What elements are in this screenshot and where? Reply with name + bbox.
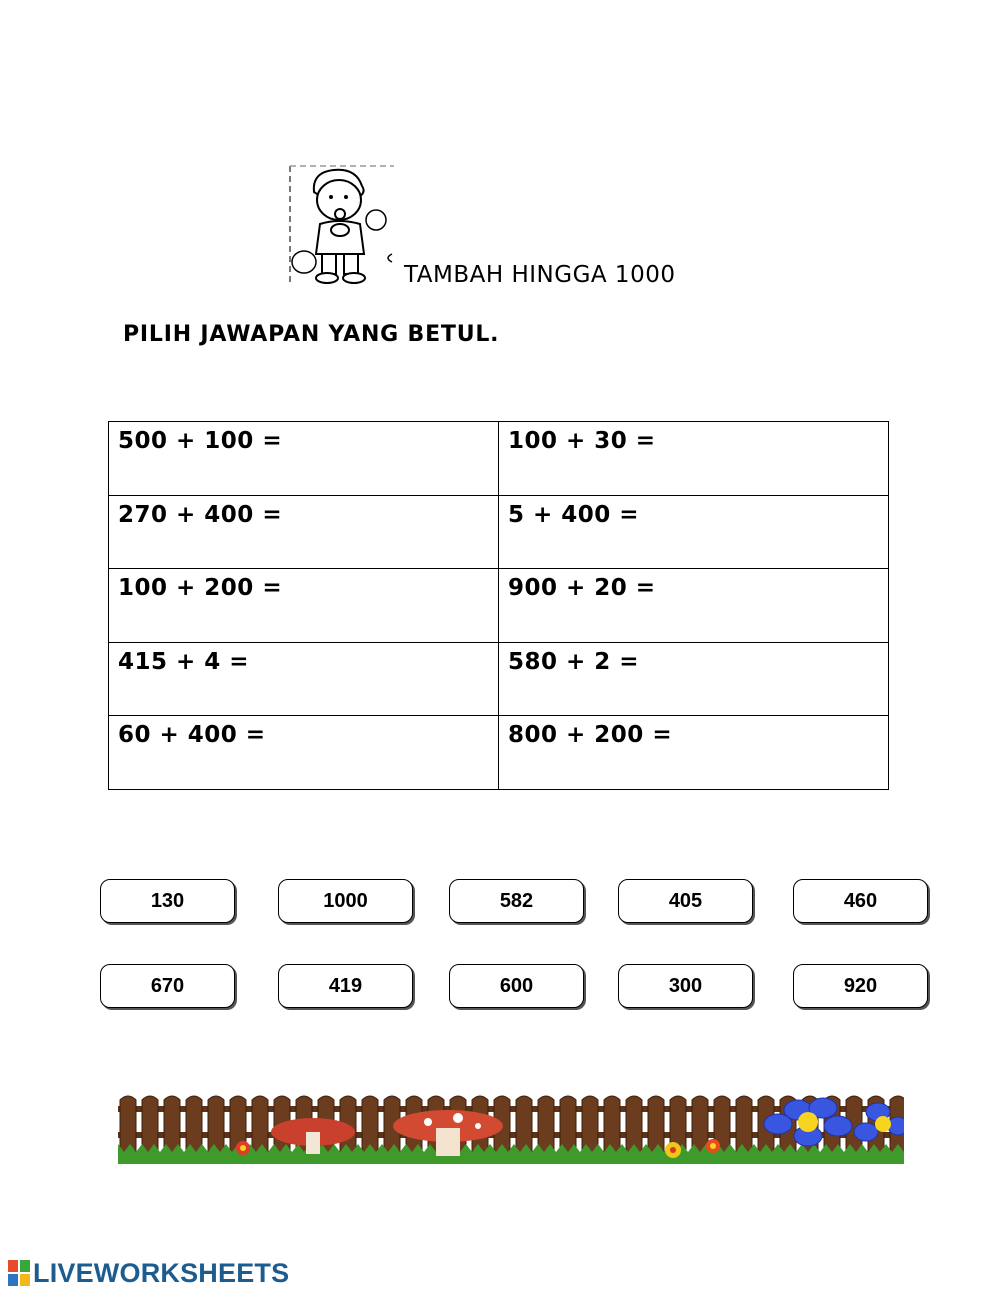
garden-fence-icon: [118, 1092, 904, 1164]
answer-chip[interactable]: 130: [100, 879, 235, 923]
brand-name: LIVEWORKSHEETS: [33, 1257, 290, 1288]
question-cell[interactable]: 100 + 30 =: [499, 422, 889, 496]
answer-chip[interactable]: 1000: [278, 879, 413, 923]
liveworksheets-logo-icon: [8, 1260, 30, 1286]
question-cell[interactable]: 415 + 4 =: [109, 642, 499, 716]
child-clipart-icon: [284, 162, 402, 290]
table-row: [109, 569, 889, 643]
question-cell[interactable]: 900 + 20 =: [499, 569, 889, 643]
table-row: [109, 495, 889, 569]
answer-chip[interactable]: 405: [618, 879, 753, 923]
instruction-text: PILIH JAWAPAN YANG BETUL.: [123, 322, 500, 347]
question-cell[interactable]: 500 + 100 =: [109, 422, 499, 496]
question-cell[interactable]: 100 + 200 =: [109, 569, 499, 643]
answer-chip[interactable]: 460: [793, 879, 928, 923]
brand-logo: [8, 1258, 289, 1288]
question-cell[interactable]: 580 + 2 =: [499, 642, 889, 716]
table-row: [109, 642, 889, 716]
question-cell[interactable]: 270 + 400 =: [109, 495, 499, 569]
question-cell[interactable]: 60 + 400 =: [109, 716, 499, 790]
worksheet-title: TAMBAH HINGGA 1000: [404, 262, 676, 288]
answer-chip[interactable]: 670: [100, 964, 235, 1008]
question-cell[interactable]: 5 + 400 =: [499, 495, 889, 569]
answer-chip[interactable]: 920: [793, 964, 928, 1008]
table-row: [109, 422, 889, 496]
table-row: [109, 716, 889, 790]
question-cell[interactable]: 800 + 200 =: [499, 716, 889, 790]
questions-table: [108, 421, 889, 790]
answer-chip[interactable]: 582: [449, 879, 584, 923]
answer-chip[interactable]: 419: [278, 964, 413, 1008]
answer-chip[interactable]: 300: [618, 964, 753, 1008]
answer-chip[interactable]: 600: [449, 964, 584, 1008]
